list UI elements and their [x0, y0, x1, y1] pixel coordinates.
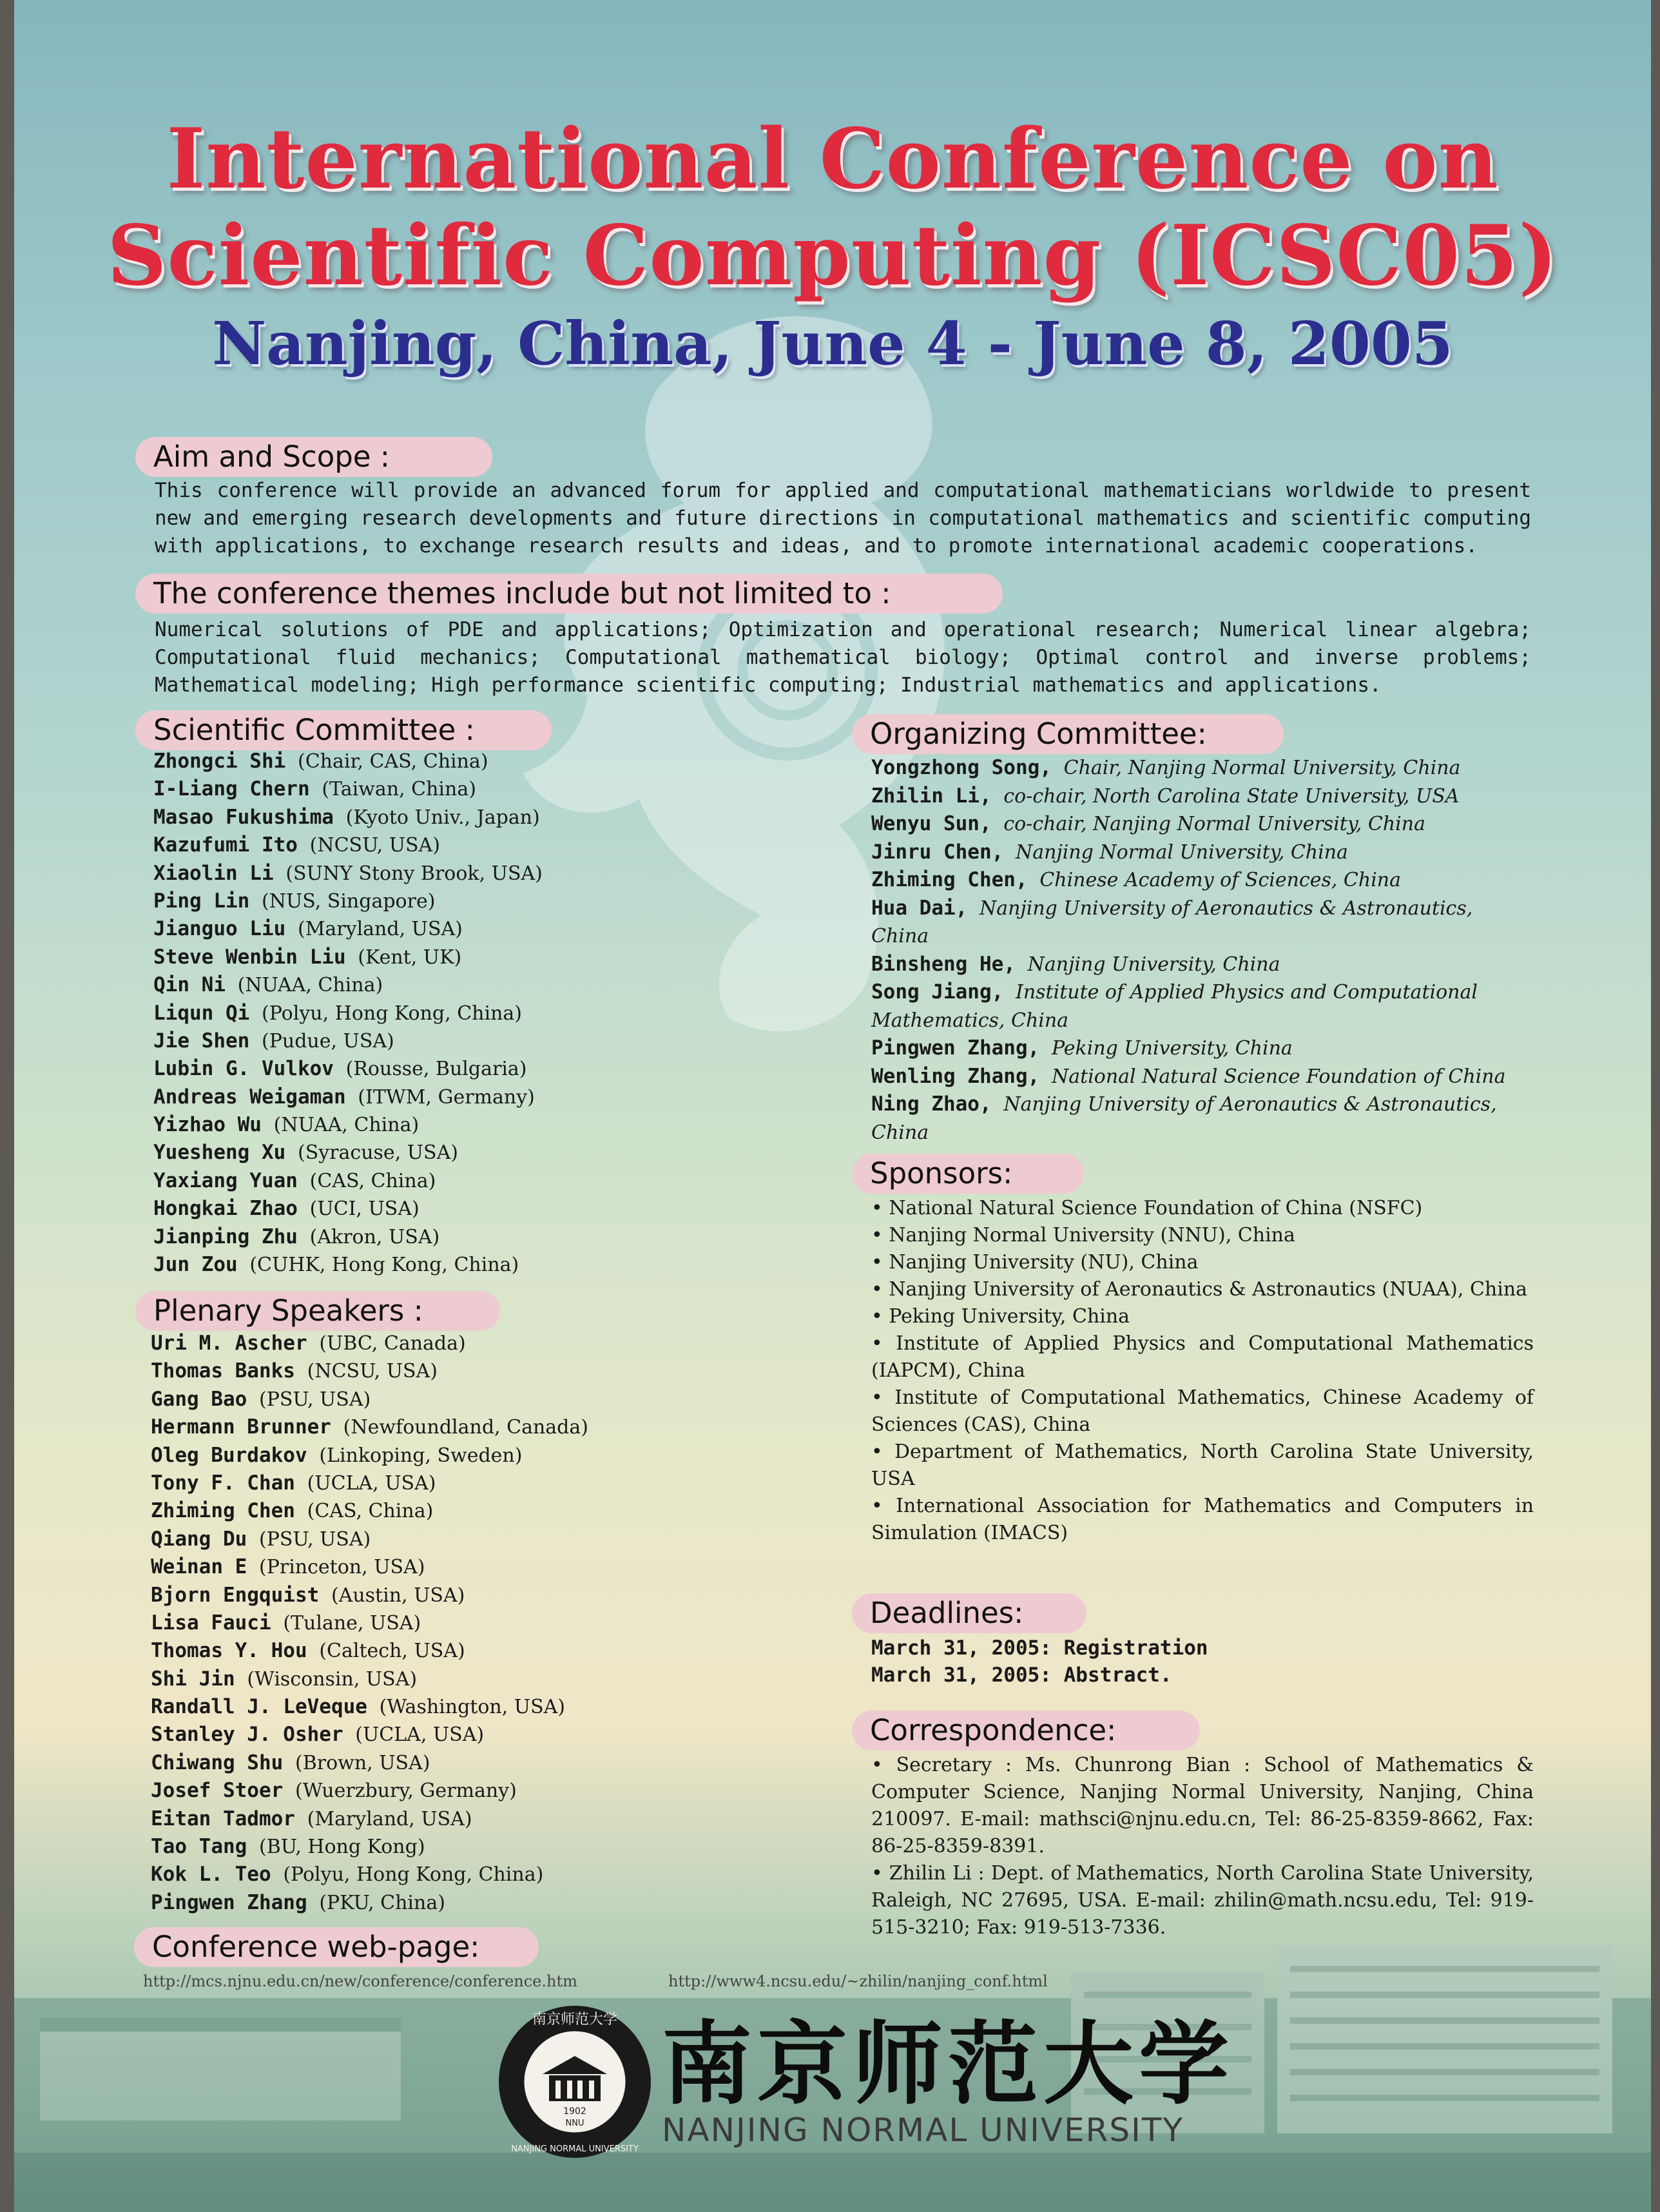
- member-name: Xiaolin Li: [153, 861, 274, 885]
- deadlines-list: [871, 1635, 1208, 1689]
- member-affiliation: (SUNY Stony Brook, USA): [285, 862, 543, 885]
- member-name: Eitan Tadmor: [151, 1807, 295, 1830]
- member-affiliation: Nanjing University of Aeronautics & Astronautics, China: [871, 897, 1473, 947]
- member-affiliation: (UCLA, USA): [307, 1471, 436, 1495]
- title-line-1: International Conference on: [166, 111, 1499, 208]
- member-name: Masao Fukushima: [153, 805, 334, 829]
- member-name: Hongkai Zhao: [153, 1197, 298, 1221]
- sponsor-item: • Nanjing University of Aeronautics & Astronautics (NUAA), China: [871, 1276, 1534, 1303]
- member-affiliation: (Tulane, USA): [283, 1611, 421, 1635]
- seal-ring-text: NANJING NORMAL UNIVERSITY: [511, 2144, 639, 2154]
- member-affiliation: Nanjing University of Aeronautics & Astronautics, China: [871, 1093, 1497, 1144]
- member-name: Zhiming Chen,: [871, 868, 1028, 891]
- member-affiliation: (Pudue, USA): [261, 1029, 394, 1053]
- webpage-url-2[interactable]: http://www4.ncsu.edu/~zhilin/nanjing_conf.html: [668, 1972, 1048, 1990]
- member-name: Jinru Chen,: [871, 840, 1004, 864]
- scientific-committee-member: [153, 944, 543, 971]
- member-affiliation: co-chair, Nanjing Normal University, China: [1003, 813, 1425, 835]
- member-affiliation: (UBC, Canada): [319, 1332, 466, 1355]
- correspondence-list: [871, 1752, 1534, 1941]
- member-affiliation: co-chair, North Carolina State University, USA: [1003, 784, 1460, 808]
- member-affiliation: (Washington, USA): [379, 1696, 565, 1719]
- scientific-committee-heading: Scientific Committee :: [135, 710, 552, 750]
- member-affiliation: (Taiwan, China): [322, 778, 476, 801]
- organizing-committee-member: [871, 754, 1535, 782]
- member-name: Song Jiang,: [871, 980, 1004, 1004]
- organizing-committee-member: [871, 1034, 1535, 1063]
- member-name: Qin Ni: [153, 973, 226, 997]
- title-line-2: Scientific Computing (ICSC05): [107, 208, 1558, 304]
- member-name: Thomas Y. Hou: [151, 1639, 307, 1663]
- member-affiliation: (Kyoto Univ., Japan): [345, 806, 540, 829]
- sponsor-item: • Nanjing University (NU), China: [871, 1249, 1534, 1276]
- member-affiliation: Chinese Academy of Sciences, China: [1039, 869, 1402, 891]
- organizing-committee-member: [871, 1091, 1535, 1147]
- member-affiliation: (Maryland, USA): [297, 918, 463, 941]
- member-affiliation: (NUAA, China): [273, 1114, 420, 1137]
- plenary-speaker: [151, 1357, 588, 1385]
- conference-poster: [14, 0, 1651, 2212]
- member-name: Bjorn Engquist: [151, 1583, 320, 1607]
- plenary-speaker: [151, 1805, 588, 1833]
- member-name: Jie Shen: [153, 1029, 250, 1053]
- sponsor-item: • Department of Mathematics, North Carolina State University, USA: [871, 1439, 1534, 1493]
- organizing-committee-member: [871, 810, 1535, 839]
- plenary-speaker: [151, 1497, 588, 1525]
- member-name: Ping Lin: [153, 889, 250, 913]
- sponsor-item: • Institute of Computational Mathematics, Chinese Academy of Sciences (CAS), China: [871, 1384, 1534, 1439]
- member-name: Randall J. LeVeque: [151, 1695, 367, 1719]
- member-affiliation: Nanjing University, China: [1027, 953, 1280, 976]
- scientific-committee-member: [153, 831, 543, 859]
- member-affiliation: Nanjing Normal University, China: [1015, 840, 1348, 864]
- scientific-committee-member: [153, 915, 543, 943]
- organizing-committee-list: [871, 754, 1535, 1147]
- member-name: Liqun Qi: [153, 1001, 250, 1025]
- member-affiliation: (CUHK, Hong Kong, China): [249, 1254, 519, 1277]
- member-name: Qiang Du: [151, 1527, 247, 1551]
- member-name: Weinan E: [151, 1555, 247, 1579]
- organizing-committee-member: [871, 951, 1535, 979]
- organizing-committee-member: [871, 978, 1535, 1034]
- sponsor-item: • National Natural Science Foundation of China (NSFC): [871, 1195, 1534, 1222]
- member-affiliation: (Brown, USA): [294, 1751, 430, 1774]
- correspondence-item: • Secretary : Ms. Chunrong Bian : School of Mathematics & Computer Science, Nanjing Normal University, Nanjing, China 210097. E-mail: mathsci@njnu.edu.cn, Tel: 86-25-8359-8662, Fax: 86-25-8359-8391.: [871, 1752, 1534, 1860]
- sponsors-list: [871, 1195, 1534, 1547]
- member-name: Jianping Zhu: [153, 1225, 298, 1248]
- deadline-abstract: March 31, 2005: Abstract.: [871, 1664, 1172, 1687]
- subtitle: Nanjing, China, June 4 - June 8, 2005: [212, 309, 1453, 378]
- member-name: Gang Bao: [151, 1387, 247, 1411]
- member-affiliation: (CAS, China): [307, 1500, 434, 1523]
- scientific-committee-member: [153, 1139, 543, 1167]
- scientific-committee-member: [153, 1167, 543, 1195]
- member-affiliation: (UCLA, USA): [355, 1723, 485, 1747]
- plenary-speaker: [151, 1749, 588, 1777]
- member-affiliation: (Austin, USA): [331, 1584, 465, 1607]
- seal-abbr: NNU: [565, 2119, 584, 2128]
- scientific-committee-member: [153, 1027, 543, 1055]
- member-affiliation: (PSU, USA): [258, 1388, 371, 1411]
- organizing-committee-heading: Organizing Committee:: [852, 714, 1284, 754]
- organizing-committee-member: [871, 895, 1535, 951]
- deadlines-heading: Deadlines:: [852, 1593, 1086, 1633]
- plenary-speaker: [151, 1330, 588, 1357]
- plenary-speaker: [151, 1637, 588, 1665]
- member-name: Josef Stoer: [151, 1779, 284, 1803]
- member-name: Zhongci Shi: [153, 750, 286, 773]
- sponsor-item: • International Association for Mathematics and Computers in Simulation (IMACS): [871, 1493, 1534, 1547]
- university-name-cn: 南京师范大学: [662, 2012, 1235, 2117]
- plenary-speaker: [151, 1413, 588, 1441]
- member-name: Steve Wenbin Liu: [153, 945, 346, 969]
- university-seal-logo: [497, 2004, 652, 2159]
- scientific-committee-member: [153, 775, 543, 803]
- member-name: Uri M. Ascher: [151, 1332, 307, 1355]
- scientific-committee-member: [153, 860, 543, 888]
- member-affiliation: (Linkoping, Sweden): [319, 1444, 523, 1467]
- member-affiliation: National Natural Science Foundation of China: [1051, 1065, 1506, 1088]
- aim-heading: Aim and Scope :: [135, 437, 492, 477]
- sponsor-item: • Institute of Applied Physics and Computational Mathematics (IAPCM), China: [871, 1330, 1534, 1384]
- member-name: Zhiming Chen: [151, 1499, 295, 1523]
- member-name: Ning Zhao,: [871, 1092, 992, 1116]
- plenary-speaker: [151, 1442, 588, 1470]
- member-name: Yongzhong Song,: [871, 756, 1052, 779]
- member-name: Shi Jin: [151, 1667, 235, 1691]
- plenary-speaker: [151, 1553, 588, 1581]
- deadline-registration: March 31, 2005: Registration: [871, 1636, 1208, 1660]
- webpage-url-1[interactable]: http://mcs.njnu.edu.cn/new/conference/conference.htm: [143, 1972, 577, 1990]
- plenary-speaker: [151, 1861, 588, 1888]
- scientific-committee-member: [153, 1055, 543, 1083]
- member-affiliation: (NCSU, USA): [307, 1360, 438, 1383]
- member-affiliation: (Rousse, Bulgaria): [345, 1058, 527, 1081]
- member-name: Yuesheng Xu: [153, 1141, 286, 1165]
- member-name: Pingwen Zhang,: [871, 1036, 1040, 1060]
- organizing-committee-member: [871, 866, 1535, 895]
- plenary-speaker: [151, 1693, 588, 1721]
- member-affiliation: (Akron, USA): [309, 1225, 440, 1248]
- member-name: Jianguo Liu: [153, 917, 286, 941]
- member-name: Yizhao Wu: [153, 1113, 262, 1137]
- scientific-committee-list: [153, 748, 543, 1279]
- member-name: Yaxiang Yuan: [153, 1169, 298, 1192]
- member-affiliation: (Caltech, USA): [319, 1640, 465, 1663]
- member-name: Oleg Burdakov: [151, 1443, 307, 1467]
- plenary-speaker: [151, 1665, 588, 1693]
- member-affiliation: (PSU, USA): [258, 1528, 371, 1551]
- member-name: Hermann Brunner: [151, 1415, 331, 1439]
- member-name: Wenyu Sun,: [871, 812, 992, 835]
- organizing-committee-member: [871, 782, 1535, 811]
- scientific-committee-member: [153, 1223, 543, 1251]
- member-affiliation: (CAS, China): [309, 1169, 436, 1192]
- plenary-speakers-list: [151, 1330, 588, 1917]
- member-name: Chiwang Shu: [151, 1751, 284, 1774]
- member-affiliation: (Newfoundland, Canada): [343, 1416, 588, 1439]
- member-name: Kok L. Teo: [151, 1863, 271, 1887]
- member-name: Lisa Fauci: [151, 1611, 271, 1635]
- sponsors-heading: Sponsors:: [852, 1154, 1084, 1194]
- member-affiliation: (BU, Hong Kong): [258, 1836, 425, 1859]
- member-affiliation: Peking University, China: [1051, 1037, 1293, 1060]
- member-affiliation: Institute of Applied Physics and Computational Mathematics, China: [871, 981, 1478, 1032]
- member-affiliation: (ITWM, Germany): [358, 1085, 535, 1109]
- member-affiliation: (NUAA, China): [237, 974, 383, 997]
- member-name: Jun Zou: [153, 1253, 238, 1277]
- seal-year: 1902: [563, 2106, 586, 2117]
- scientific-committee-member: [153, 888, 543, 915]
- member-affiliation: (Princeton, USA): [258, 1556, 425, 1579]
- member-name: I-Liang Chern: [153, 777, 310, 801]
- member-affiliation: (Maryland, USA): [307, 1807, 472, 1830]
- sponsor-item: • Peking University, China: [871, 1303, 1534, 1330]
- member-affiliation: Chair, Nanjing Normal University, China: [1063, 757, 1461, 779]
- member-affiliation: (Chair, CAS, China): [297, 750, 488, 773]
- plenary-speaker: [151, 1721, 588, 1749]
- organizing-committee-member: [871, 839, 1535, 867]
- plenary-speaker: [151, 1582, 588, 1609]
- member-name: Tony F. Chan: [151, 1471, 295, 1495]
- aim-text: This conference will provide an advanced forum for applied and computational mathematicians worldwide to present new and emerging research developments and future directions in computational mathematics and scientific computing with applications, to exchange research results and ideas, and to promote international academic cooperations.: [155, 479, 1531, 558]
- scientific-committee-member: [153, 1251, 543, 1279]
- scientific-committee-member: [153, 1195, 543, 1223]
- plenary-speaker: [151, 1833, 588, 1861]
- member-name: Stanley J. Osher: [151, 1723, 343, 1747]
- member-name: Lubin G. Vulkov: [153, 1057, 334, 1081]
- university-name-en: NANJING NORMAL UNIVERSITY: [662, 2111, 1184, 2149]
- plenary-speaker: [151, 1777, 588, 1805]
- correspondence-item: • Zhilin Li : Dept. of Mathematics, North Carolina State University, Raleigh, NC 27695, USA. E-mail: zhilin@math.ncsu.edu, Tel: 919-515-3210; Fax: 919-513-7336.: [871, 1860, 1534, 1941]
- scientific-committee-member: [153, 748, 543, 775]
- themes-heading: The conference themes include but not limited to :: [135, 574, 1003, 614]
- member-name: Binsheng He,: [871, 952, 1016, 976]
- member-affiliation: (UCI, USA): [309, 1198, 420, 1221]
- member-name: Wenling Zhang,: [871, 1064, 1040, 1088]
- member-name: Hua Dai,: [871, 896, 968, 920]
- member-name: Kazufumi Ito: [153, 833, 298, 857]
- member-affiliation: (Wisconsin, USA): [247, 1667, 418, 1691]
- member-name: Thomas Banks: [151, 1359, 295, 1383]
- organizing-committee-member: [871, 1063, 1535, 1091]
- member-name: Andreas Weigaman: [153, 1085, 346, 1109]
- plenary-speaker: [151, 1386, 588, 1413]
- scientific-committee-member: [153, 804, 543, 831]
- scientific-committee-member: [153, 1111, 543, 1139]
- member-affiliation: (PKU, China): [319, 1891, 445, 1914]
- correspondence-heading: Correspondence:: [852, 1711, 1200, 1751]
- scientific-committee-member: [153, 971, 543, 999]
- plenary-speaker: [151, 1609, 588, 1637]
- member-affiliation: (Polyu, Hong Kong, China): [261, 1002, 522, 1025]
- member-affiliation: (Syracuse, USA): [297, 1141, 458, 1165]
- member-name: Zhilin Li,: [871, 784, 992, 808]
- webpage-heading: Conference web-page:: [134, 1927, 539, 1967]
- themes-text: Numerical solutions of PDE and applications; Optimization and operational research; Numerical linear algebra; Computational fluid mechanics; Computational mathematical biology; Optimal control and inverse problems; Mathematical modeling; High performance scientific computing; Industrial mathematics and applications.: [155, 618, 1531, 697]
- sponsor-item: • Nanjing Normal University (NNU), China: [871, 1222, 1534, 1249]
- plenary-speaker: [151, 1470, 588, 1497]
- member-affiliation: (NUS, Singapore): [261, 889, 436, 913]
- plenary-speaker: [151, 1889, 588, 1917]
- member-affiliation: (Polyu, Hong Kong, China): [283, 1863, 544, 1887]
- member-name: Pingwen Zhang: [151, 1890, 307, 1914]
- seal-cn-text: 南京师范大学: [532, 2012, 618, 2028]
- scientific-committee-member: [153, 1000, 543, 1027]
- plenary-speaker: [151, 1526, 588, 1553]
- member-affiliation: (Wuerzbury, Germany): [294, 1780, 517, 1803]
- member-name: Tao Tang: [151, 1835, 247, 1859]
- plenary-speakers-heading: Plenary Speakers :: [135, 1291, 500, 1331]
- member-affiliation: (NCSU, USA): [309, 834, 440, 857]
- member-affiliation: (Kent, UK): [358, 946, 462, 969]
- scientific-committee-member: [153, 1083, 543, 1111]
